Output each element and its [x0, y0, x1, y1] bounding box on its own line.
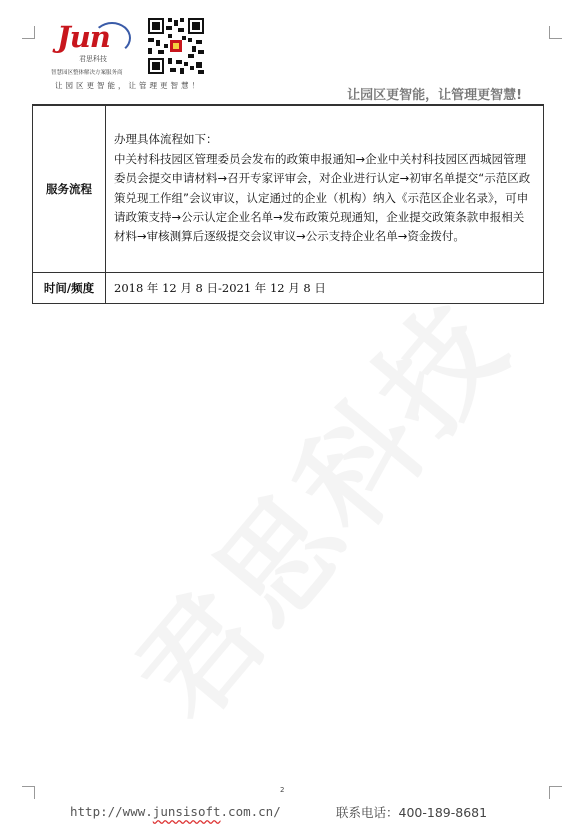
crop-mark-top-right: [549, 26, 562, 39]
header-slogan-large: 让园区更智能，让管理更智慧!: [347, 88, 522, 103]
qr-code-icon: [148, 18, 204, 74]
watermark-text: [90, 260, 539, 749]
header-slogan-small: 让园区更智能，让管理更智慧！: [55, 81, 202, 90]
url-prefix: http://www.: [70, 804, 153, 819]
crop-mark-top-left: [22, 26, 35, 39]
url-domain: junsisoft: [152, 804, 221, 819]
page-number: 2: [280, 786, 285, 794]
footer-phone: 联系电话：400-189-8681: [336, 805, 488, 820]
row-label-time-frequency: 时间/频度: [33, 273, 106, 304]
logo-swoosh-icon: [93, 22, 131, 54]
row-label-service-process: 服务流程: [33, 106, 106, 273]
table-row: [33, 106, 544, 273]
logo-company-name: 君思科技: [79, 55, 107, 63]
crop-mark-bottom-right: [549, 786, 562, 799]
logo-mark: Jun: [57, 20, 110, 54]
service-info-table: [32, 105, 544, 304]
table-row: [33, 273, 544, 304]
process-body: 中关村科技园区管理委员会发布的政策申报通知→企业中关村科技园区西城园管理委员会提交申请材料→召开专家评审会，对企业进行认定→初审名单提交“示范区政策兑现工作组”会议审议，认定通过的企业（机构）纳入《示范区企业名录》，可申请政策支持→公示认定企业名单→发布政策兑现通知，企业提交政策条款申报相关材料→审核测算后逐级提交会议审议→公示支持企业名单→资金拨付。: [114, 151, 531, 244]
footer-website-link[interactable]: [70, 804, 281, 819]
row-content-time-frequency: 2018 年 12 月 8 日-2021 年 12 月 8 日: [106, 273, 544, 304]
crop-mark-bottom-left: [22, 786, 35, 799]
logo-tagline: 智慧园区整体解决方案服务商: [51, 70, 123, 76]
process-intro: 办理具体流程如下：: [114, 132, 218, 147]
url-suffix: .com.cn/: [220, 804, 281, 819]
row-content-service-process: [106, 106, 544, 273]
